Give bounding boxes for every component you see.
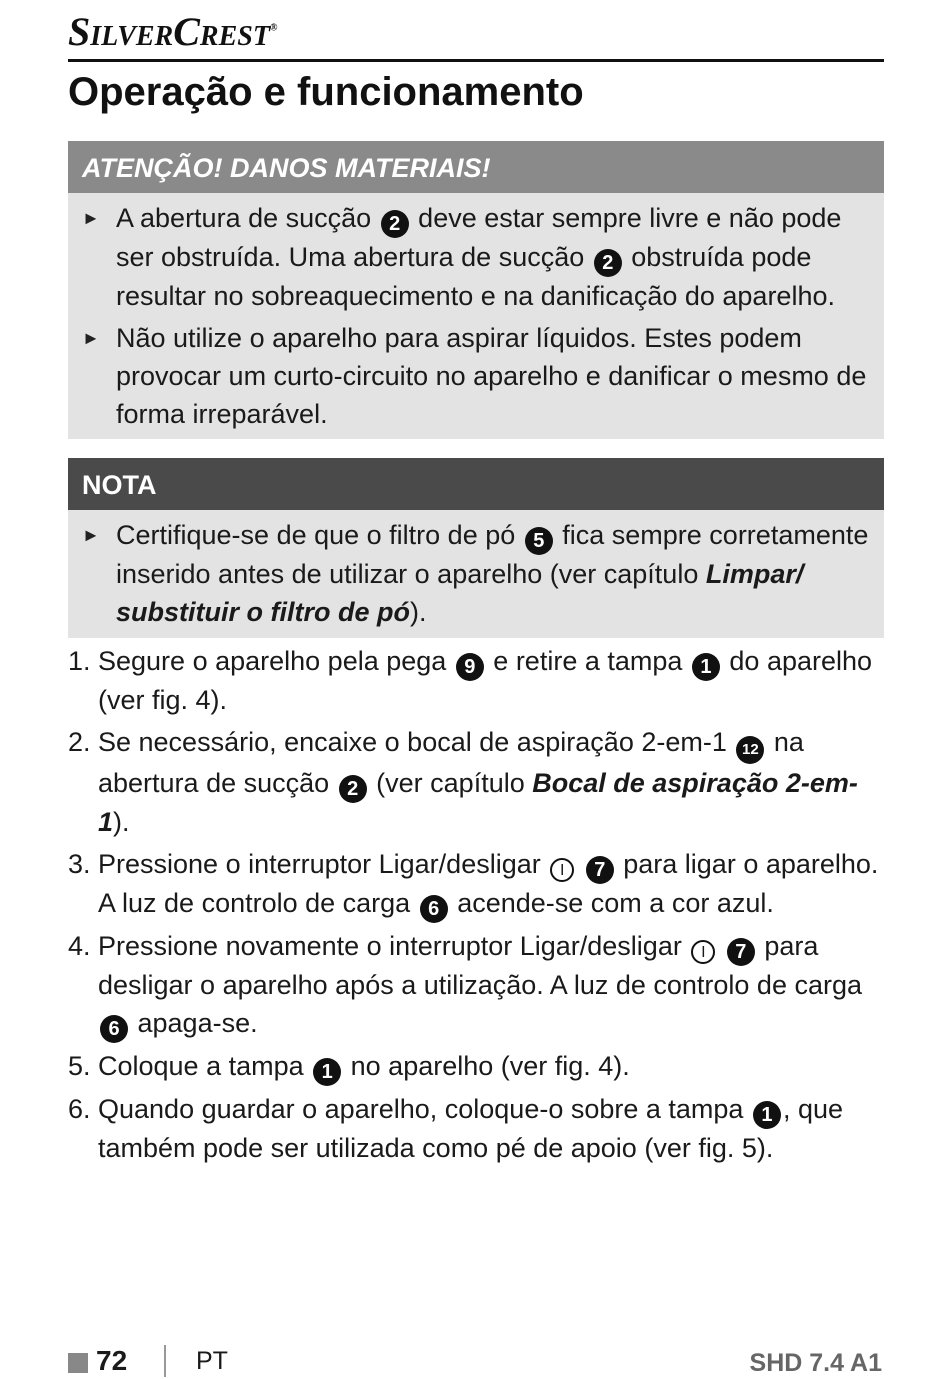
part-number-badge: 9 [456,653,484,681]
page-title: Operação e funcionamento [68,70,584,114]
step-item: 5. Coloque a tampa 1 no aparelho (ver fig. 4). [68,1047,884,1086]
part-number-badge: 7 [727,938,755,966]
part-number-badge: 1 [313,1058,341,1086]
arrow-icon: ► [82,328,100,348]
part-number-badge: 12 [736,736,764,764]
step-item: 2. Se necessário, encaixe o bocal de aspiração 2-em-1 12 na abertura de sucção 2 (ver capítulo Bocal de aspiração 2-em-1). [68,727,858,837]
chapter-reference: Bocal de aspiração 2-em-1 [98,768,858,837]
step-item: 6. Quando guardar o aparelho, coloque-o sobre a tampa 1 , que também pode ser utilizada como pé de apoio (ver fig. 5). [68,1094,844,1163]
part-number-badge: 6 [420,895,448,923]
steps-list [68,642,884,1171]
warning-list [68,193,884,433]
step-item: 3. Pressione o interruptor Ligar/desligar I 7 para ligar o aparelho. A luz de controlo de carga 6 acende-se com a cor azul. [68,845,884,923]
footer-divider [164,1345,166,1377]
part-number-badge: 7 [586,856,614,884]
power-icon: I [550,858,574,882]
part-number-badge: 2 [594,249,622,277]
arrow-icon: ► [82,525,100,545]
part-number-badge: 2 [339,775,367,803]
list-item: ► Não utilize o aparelho para aspirar líquidos. Estes podem provocar um curto-circuito no aparelho e danificar o mesmo de forma irreparável. [68,319,884,433]
warning-heading: ATENÇÃO! DANOS MATERIAIS! [68,141,884,193]
list-item: ► Certifique-se de que o filtro de pó 5 fica sempre corretamente inserido antes de utilizar o aparelho (ver capítulo Limpar/ substituir o filtro de pó). [68,516,884,631]
page-number: 72 [96,1345,128,1376]
chapter-reference: Limpar/ substituir o filtro de pó [116,559,804,627]
step-item: 4. Pressione novamente o interruptor Ligar/desligar I 7 para desligar o aparelho após a utilização. A luz de controlo de carga 6 apaga-se. [68,927,884,1043]
part-number-badge: 1 [753,1101,781,1129]
part-number-badge: 6 [100,1015,128,1043]
page-footer [68,1345,884,1379]
header-rule [68,59,884,62]
power-icon: I [691,940,715,964]
note-list [68,510,884,631]
part-number-badge: 1 [692,653,720,681]
step-item: 1. Segure o aparelho pela pega 9 e retire a tampa 1 do aparelho (ver fig. 4). [68,646,873,715]
warning-box [68,141,884,439]
list-item: ► A abertura de sucção 2 deve estar sempre livre e não pode ser obstruída. Uma abertura de sucção 2 obstruída pode resultar no sobreaquecimento e na danificação do aparelho. [68,199,884,315]
square-marker-icon [68,1353,88,1373]
part-number-badge: 5 [525,527,553,555]
arrow-icon: ► [82,208,100,228]
brand-logo: SilverCrest® [68,9,278,54]
part-number-badge: 2 [381,210,409,238]
language-code: PT [196,1347,228,1375]
note-heading: NOTA [68,458,884,510]
model-number: SHD 7.4 A1 [749,1349,882,1377]
note-box [68,458,884,638]
